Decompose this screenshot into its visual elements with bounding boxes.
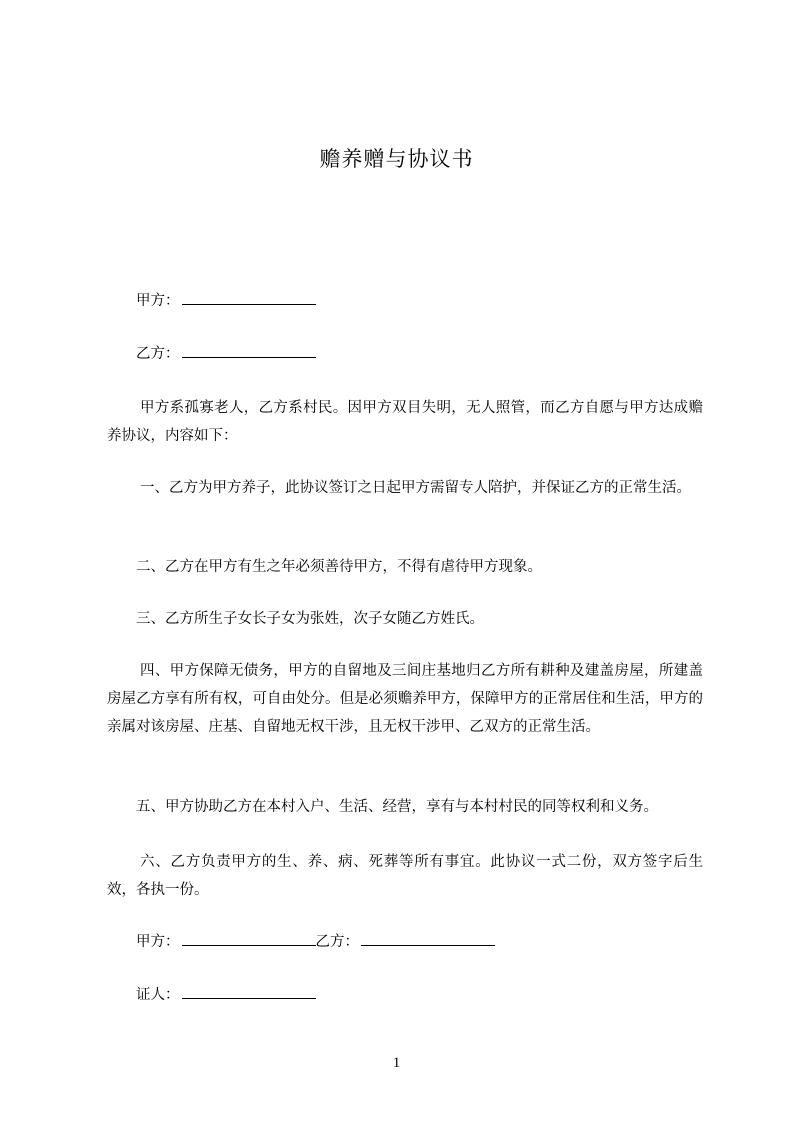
sign-party-a-blank[interactable] [182, 931, 316, 946]
party-a-line [136, 287, 316, 315]
signature-line [136, 928, 495, 956]
party-b-label: 乙方： [136, 346, 180, 362]
clause-4: 四、甲方保障无债务，甲方的自留地及三间庄基地归乙方所有耕种及建盖房屋，所建盖房屋乙方享有所有权，可自由处分。但是必须赡养甲方，保障甲方的正常居住和生活，甲方的亲属对该房屋、庄基、自留地无权干涉，且无权干涉甲、乙双方的正常生活。 [107, 663, 703, 735]
intro-paragraph: 甲方系孤寡老人，乙方系村民。因甲方双目失明，无人照管，而乙方自愿与甲方达成赡养协议，内容如下： [107, 400, 703, 444]
sign-party-b-label: 乙方： [315, 934, 359, 950]
sign-party-a-label: 甲方： [136, 934, 180, 950]
clause-3: 三、乙方所生子女长子女为张姓，次子女随乙方姓氏。 [136, 611, 484, 627]
witness-blank[interactable] [182, 984, 316, 999]
party-a-label: 甲方： [136, 293, 180, 309]
party-b-line [136, 340, 316, 368]
page-number: 1 [392, 1055, 401, 1071]
party-a-blank[interactable] [182, 290, 316, 305]
clause-2: 二、乙方在甲方有生之年必须善待甲方，不得有虐待甲方现象。 [136, 559, 542, 575]
witness-line [136, 981, 316, 1009]
witness-label: 证人： [136, 987, 180, 1003]
clause-5: 五、甲方协助乙方在本村入户、生活、经营，享有与本村村民的同等权利和义务。 [136, 799, 658, 815]
clause-6: 六、乙方负责甲方的生、养、病、死葬等所有事宜。此协议一式二份，双方签字后生效，各执一份。 [107, 854, 703, 898]
sign-party-b-blank[interactable] [361, 931, 495, 946]
document-title: 赡养赠与协议书 [319, 147, 474, 171]
clause-1: 一、乙方为甲方养子，此协议签订之日起甲方需留专人陪护，并保证乙方的正常生活。 [140, 480, 691, 496]
party-b-blank[interactable] [182, 343, 316, 358]
